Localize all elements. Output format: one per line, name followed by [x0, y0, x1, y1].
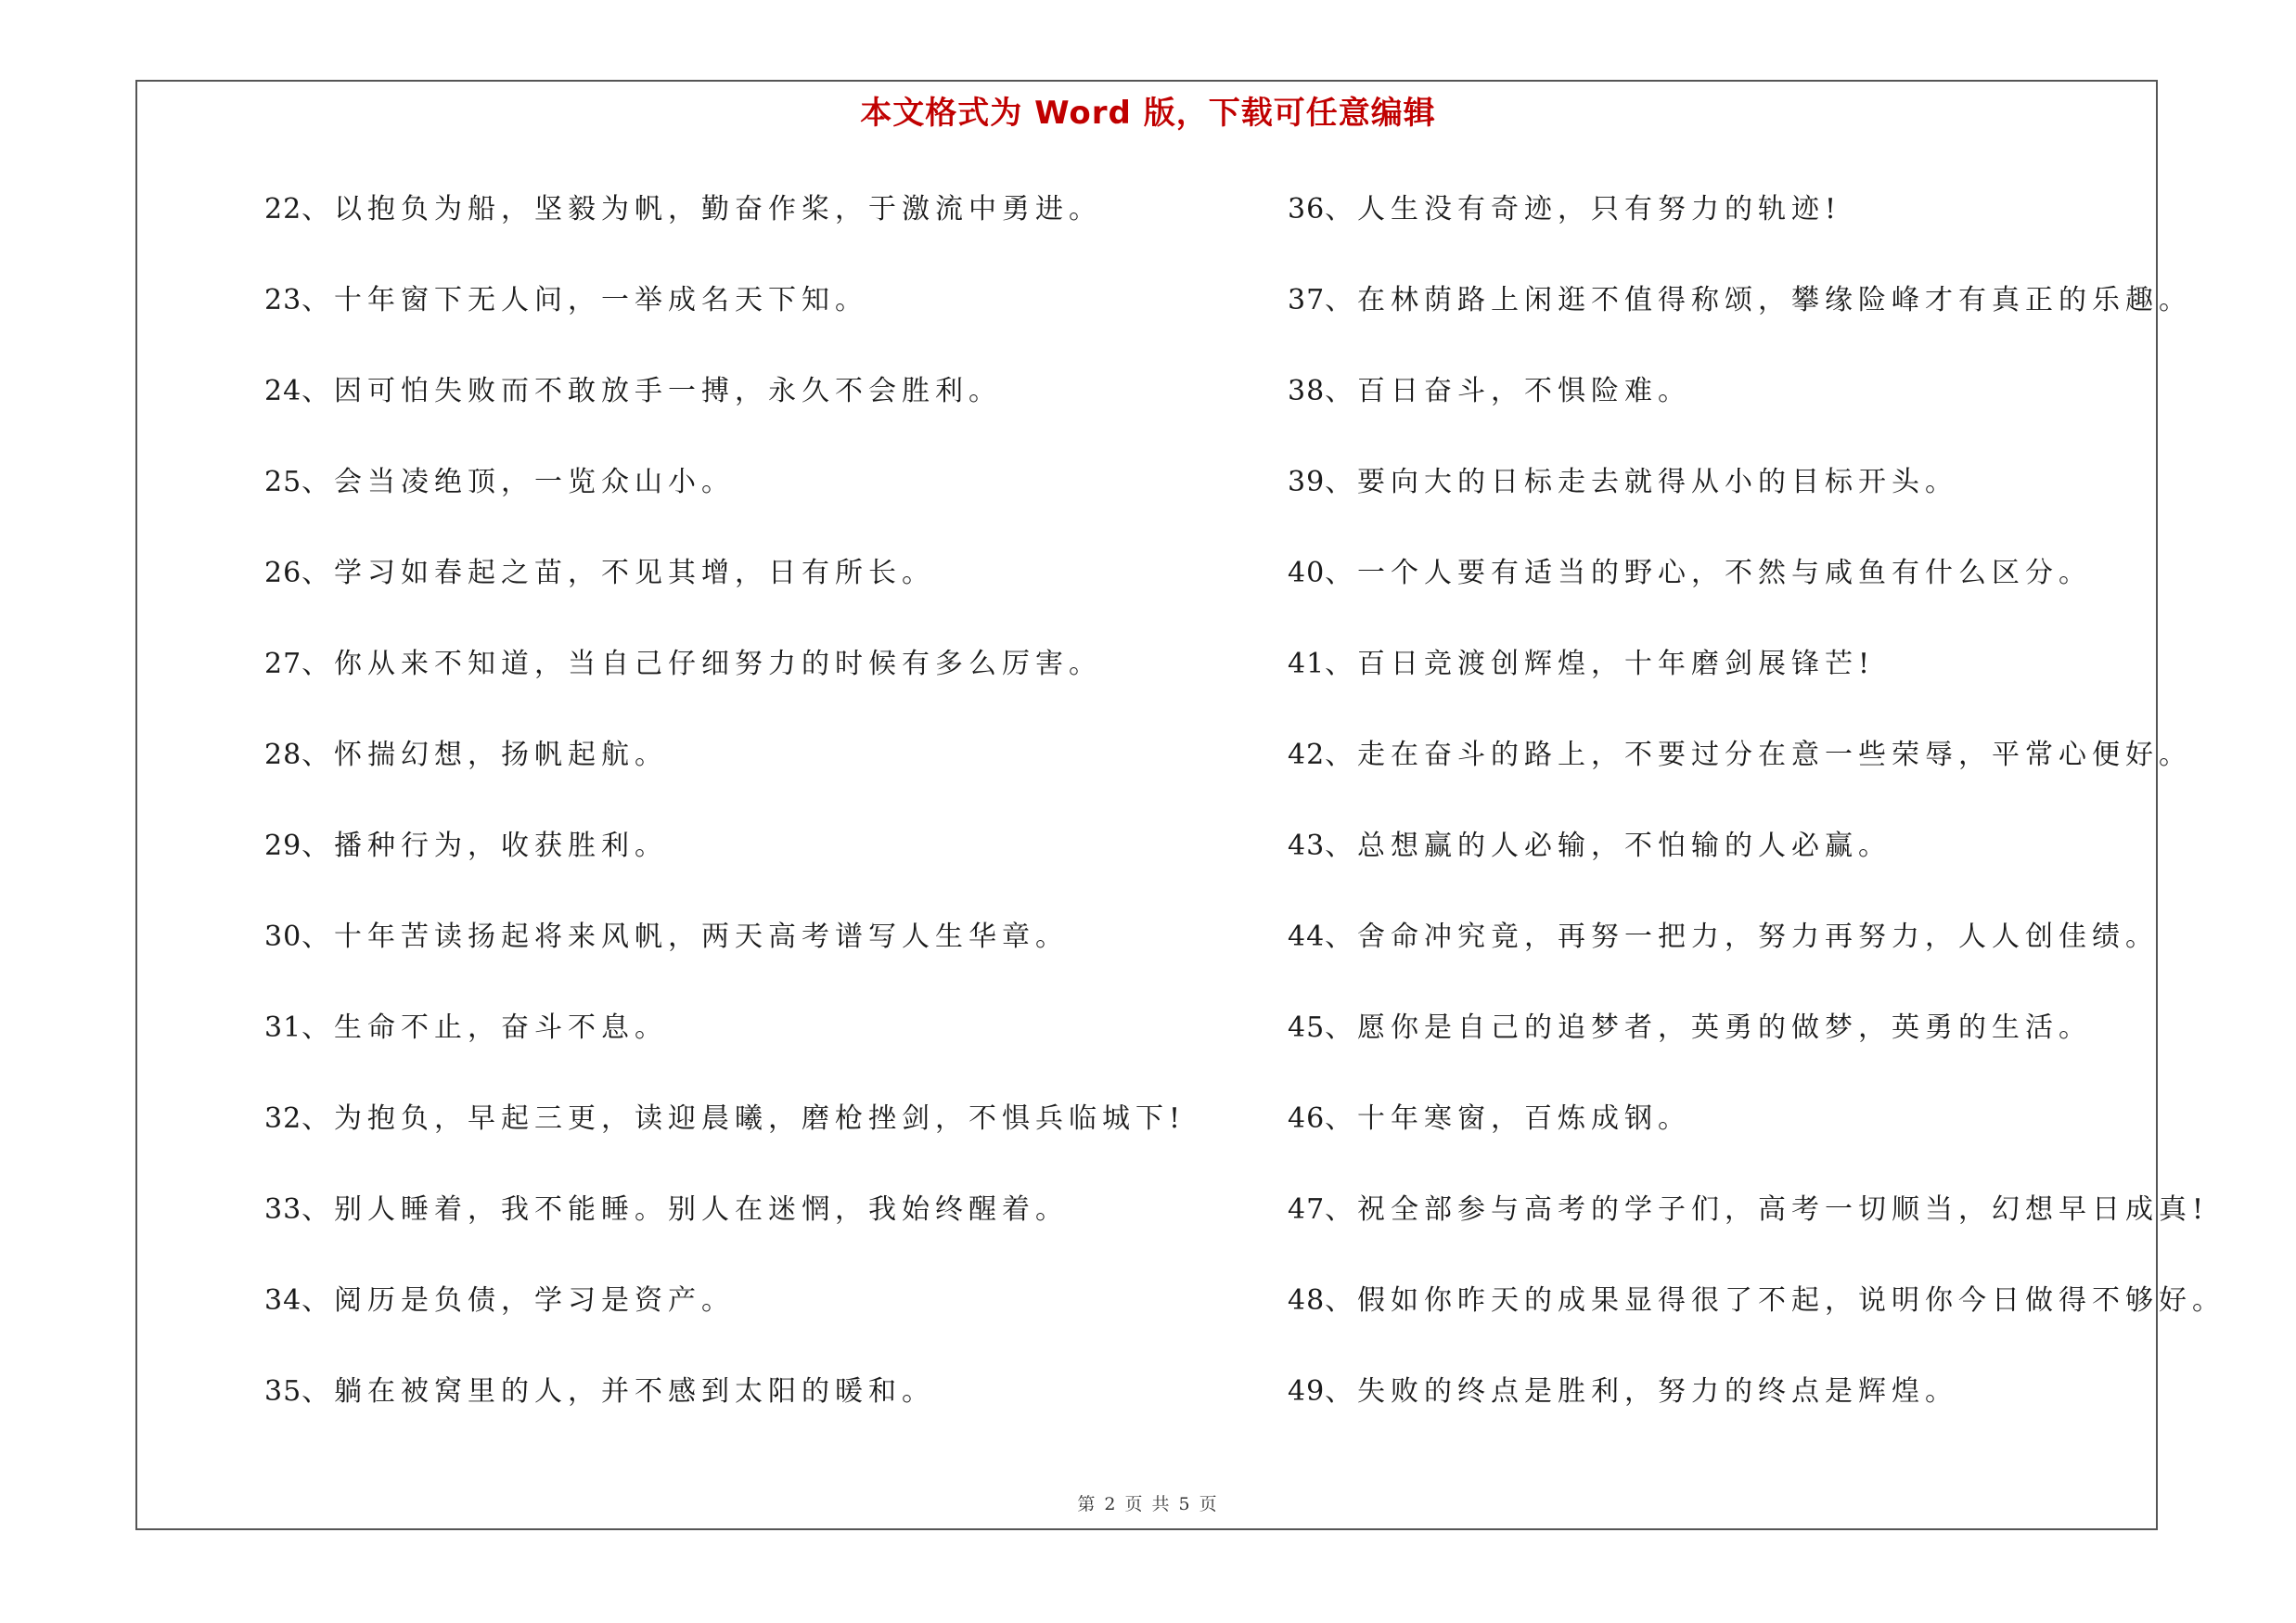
list-item	[1288, 187, 2178, 278]
list-item	[264, 642, 1229, 733]
item-number: 32、	[264, 1102, 331, 1135]
item-number: 37、	[1288, 284, 1354, 316]
item-number: 39、	[1288, 466, 1354, 498]
list-item	[1288, 733, 2192, 824]
item-text: 在林荫路上闲逛不值得称颂，攀缘险峰才有真正的乐趣。	[1357, 284, 2192, 316]
item-text: 生命不止，奋斗不息。	[334, 1011, 668, 1044]
item-number: 33、	[264, 1193, 331, 1226]
list-item	[264, 369, 1229, 460]
list-item	[1288, 1279, 2225, 1370]
item-number: 34、	[264, 1284, 331, 1317]
list-item	[264, 824, 1229, 915]
item-text: 一个人要有适当的野心，不然与咸鱼有什么区分。	[1357, 557, 2092, 589]
list-item	[1288, 824, 2178, 915]
item-text: 百日奋斗，不惧险难。	[1357, 375, 1691, 407]
item-text: 要向大的日标走去就得从小的目标开头。	[1357, 466, 1958, 498]
item-text: 别人睡着，我不能睡。别人在迷惘，我始终醒着。	[334, 1193, 1069, 1226]
item-text: 祝全部参与高考的学子们，高考一切顺当，幻想早日成真!	[1357, 1193, 2210, 1226]
page-number-footer: 第 2 页 共 5 页	[1077, 1494, 1219, 1514]
list-item	[264, 915, 1229, 1006]
item-text: 舍命冲究竟，再努一把力，努力再努力，人人创佳绩。	[1357, 921, 2159, 953]
item-number: 22、	[264, 193, 331, 225]
item-text: 失败的终点是胜利，努力的终点是辉煌。	[1357, 1375, 1958, 1408]
item-text: 愿你是自己的追梦者，英勇的做梦，英勇的生活。	[1357, 1011, 2092, 1044]
list-item	[264, 1006, 1229, 1097]
list-item	[1288, 278, 2192, 369]
list-item	[264, 187, 1229, 278]
item-text: 学习如春起之苗，不见其增，日有所长。	[334, 557, 935, 589]
item-text: 会当凌绝顶，一览众山小。	[334, 466, 735, 498]
item-number: 35、	[264, 1375, 331, 1408]
list-item	[264, 733, 1229, 824]
list-item	[1288, 1006, 2178, 1097]
list-item	[1288, 1370, 2178, 1461]
item-number: 42、	[1288, 739, 1354, 771]
item-number: 43、	[1288, 830, 1354, 862]
item-number: 36、	[1288, 193, 1354, 225]
left-column	[264, 187, 1229, 1461]
list-item	[264, 1370, 1229, 1461]
list-item	[1288, 642, 2178, 733]
item-number: 28、	[264, 739, 331, 771]
item-number: 44、	[1288, 921, 1354, 953]
item-number: 25、	[264, 466, 331, 498]
item-text: 播种行为，收获胜利。	[334, 830, 668, 862]
item-number: 29、	[264, 830, 331, 862]
list-item	[1288, 1097, 2178, 1188]
item-text: 以抱负为船，坚毅为帆，勤奋作桨，于激流中勇进。	[334, 193, 1102, 225]
item-number: 31、	[264, 1011, 331, 1044]
item-number: 40、	[1288, 557, 1354, 589]
item-text: 人生没有奇迹，只有努力的轨迹!	[1357, 193, 1842, 225]
item-text: 怀揣幻想，扬帆起航。	[334, 739, 668, 771]
list-item	[264, 1188, 1229, 1279]
item-text: 为抱负，早起三更，读迎晨曦，磨枪挫剑，不惧兵临城下!	[334, 1102, 1186, 1135]
item-text: 因可怕失败而不敢放手一搏，永久不会胜利。	[334, 375, 1002, 407]
item-number: 45、	[1288, 1011, 1354, 1044]
item-text: 十年寒窗，百炼成钢。	[1357, 1102, 1691, 1135]
list-item	[1288, 1188, 2210, 1279]
item-number: 27、	[264, 648, 331, 680]
item-text: 十年苦读扬起将来风帆，两天高考谱写人生华章。	[334, 921, 1069, 953]
item-number: 30、	[264, 921, 331, 953]
item-number: 26、	[264, 557, 331, 589]
list-item	[1288, 551, 2178, 642]
list-item	[1288, 915, 2178, 1006]
item-text: 走在奋斗的路上，不要过分在意一些荣辱，平常心便好。	[1357, 739, 2192, 771]
list-item	[1288, 369, 2178, 460]
item-text: 百日竞渡创辉煌，十年磨剑展锋芒!	[1357, 648, 1876, 680]
item-number: 41、	[1288, 648, 1354, 680]
item-number: 24、	[264, 375, 331, 407]
list-item	[264, 1097, 1229, 1188]
item-number: 48、	[1288, 1284, 1354, 1317]
format-notice-banner: 本文格式为 Word 版，下载可任意编辑	[860, 95, 1436, 132]
right-column	[1288, 187, 2225, 1461]
item-number: 23、	[264, 284, 331, 316]
list-item	[264, 1279, 1229, 1370]
list-item	[264, 278, 1229, 369]
list-item	[264, 460, 1229, 551]
item-text: 你从来不知道，当自己仔细努力的时候有多么厉害。	[334, 648, 1102, 680]
list-item	[1288, 460, 2178, 551]
list-item	[264, 551, 1229, 642]
item-text: 总想赢的人必输，不怕输的人必赢。	[1357, 830, 1892, 862]
item-number: 49、	[1288, 1375, 1354, 1408]
item-number: 47、	[1288, 1193, 1354, 1226]
item-text: 十年窗下无人问，一举成名天下知。	[334, 284, 868, 316]
item-number: 46、	[1288, 1102, 1354, 1135]
item-text: 躺在被窝里的人，并不感到太阳的暖和。	[334, 1375, 935, 1408]
item-number: 38、	[1288, 375, 1354, 407]
item-text: 假如你昨天的成果显得很了不起，说明你今日做得不够好。	[1357, 1284, 2225, 1317]
item-text: 阅历是负债，学习是资产。	[334, 1284, 735, 1317]
